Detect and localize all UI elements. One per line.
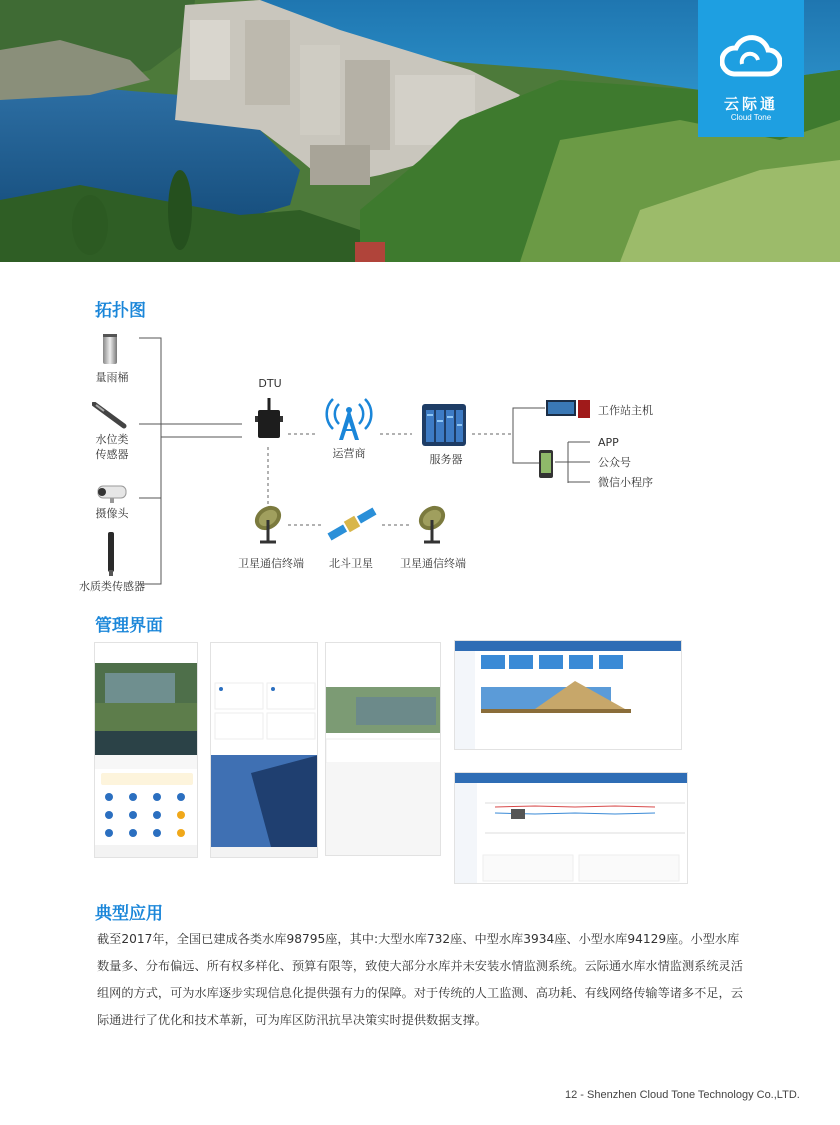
- app-screenshot-home: [94, 642, 198, 858]
- app-screenshot-water-level: [325, 642, 441, 856]
- hero-photo: [0, 0, 840, 262]
- mobile-phone-icon: [539, 450, 553, 482]
- dtu-device-icon: [254, 396, 284, 444]
- management-ui-title: 管理界面: [95, 616, 163, 636]
- operator-label: 运营商: [332, 447, 366, 460]
- page-footer: 12 - Shenzhen Cloud Tone Technology Co.,LTD.: [565, 1089, 800, 1101]
- water-quality-sensor-icon: [104, 532, 118, 580]
- sensor-label-rain: 量雨桶: [95, 371, 129, 384]
- sensor-label-water-level-line1: 水位类: [95, 433, 129, 446]
- satellite-dish-left-icon: [250, 502, 288, 548]
- management-screenshots: [0, 636, 840, 886]
- target-official-account: 公众号: [598, 456, 631, 469]
- sensor-label-water-level: [82, 432, 142, 462]
- app-screenshot-monitoring: [210, 642, 318, 858]
- beidou-label: 北斗卫星: [329, 557, 373, 570]
- brand-name-en: Cloud Tone: [730, 113, 772, 122]
- sensor-label-water-level-line2: 传感器: [95, 448, 129, 461]
- sensor-label-water-quality: 水质类传感器: [79, 580, 145, 593]
- satellite-dish-right-icon: [414, 502, 452, 548]
- application-paragraph: 截至2017年，全国已建成各类水库98795座，其中:大型水库732座、中型水库3934座、小型水库94129座。小型水库数量多、分布偏远、所有权多样化、预算有限等，致使大部分水库并未安装水情监测系统。云际通水库水情监测系统灵活组网的方式，可为水库逐步实现信息化提供强有力的保障。对于传统的人工监测、高功耗、有线网络传输等诸多不足，云际通进行了优化和技术革新，可为库区防汛抗旱决策实时提供数据支撑。: [97, 932, 743, 1027]
- desktop-screenshot-chart: [454, 772, 688, 884]
- rain-gauge-icon: [101, 332, 119, 370]
- application-title: 典型应用: [95, 904, 163, 924]
- topology-diagram: [0, 320, 840, 610]
- server-icon: [420, 402, 468, 452]
- water-level-sensor-icon: [92, 402, 128, 434]
- satellite-terminal-left-label: 卫星通信终端: [238, 557, 304, 570]
- desktop-screenshot-dam-profile: [454, 640, 682, 750]
- topology-title: 拓扑图: [95, 301, 146, 321]
- brand-name-cn: 云际通: [723, 95, 778, 113]
- dtu-label: DTU: [258, 377, 282, 390]
- sensor-label-camera: 摄像头: [95, 507, 129, 520]
- target-mini-program: 微信小程序: [598, 476, 653, 489]
- workstation-icon: [546, 400, 592, 422]
- cloud-logo-icon: [720, 30, 782, 88]
- satellite-terminal-right-label: 卫星通信终端: [400, 557, 466, 570]
- target-app: APP: [598, 436, 619, 449]
- server-label: 服务器: [429, 453, 463, 466]
- brand-badge: [698, 0, 804, 137]
- workstation-label: 工作站主机: [598, 404, 653, 417]
- signal-tower-icon: [325, 394, 373, 446]
- beidou-satellite-icon: [326, 506, 378, 546]
- camera-icon: [94, 482, 130, 508]
